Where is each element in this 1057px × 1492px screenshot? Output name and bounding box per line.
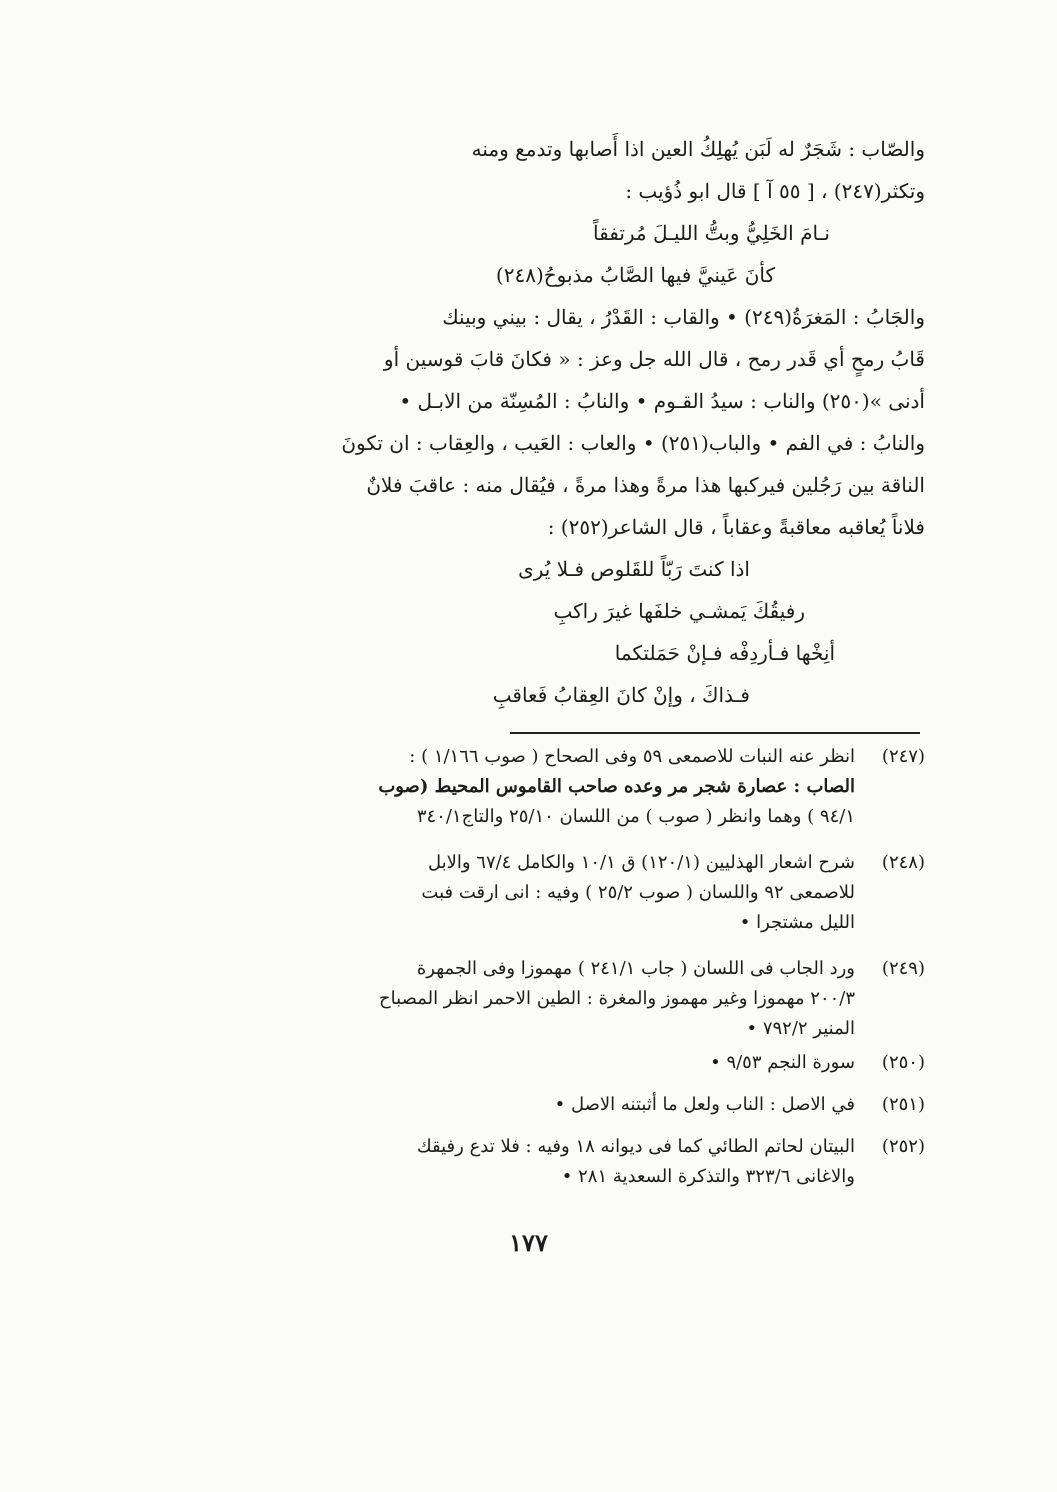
verse-line: نـامَ الخَلِيُّ وبتُّ الليـلَ مُرتفقاً [592, 221, 830, 245]
text-line: الناقة بين رَجُلين فيركبها هذا مرةً وهذا مرةً ، فيُقال منه : عاقبَ فلانٌ [366, 473, 925, 497]
verse-line: رفيقُكَ يَمشـي خلفَها غيرَ راكبِ [553, 599, 805, 623]
footnote-line: البيتان لحاتم الطائي كما فى ديوانه ١٨ وفيه : فلا تدع رفيقك [416, 1136, 855, 1157]
footnote-250 [195, 1048, 925, 1078]
footnote-number: (٢٤٩) [881, 958, 925, 979]
footnote-number: (٢٥٢) [881, 1136, 925, 1157]
text-line: والصّاب : شَجَرٌ له لَبَن يُهلِكُ العين اذا أَصابها وتدمع ومنه [471, 137, 925, 161]
text-line: قَابُ رمحٍ أي قَدر رمح ، قال الله جل وعز : « فكانَ قابَ قوسين أو [383, 347, 925, 371]
footnote-line: سورة النجم ٩/٥٣ • [710, 1052, 855, 1073]
verse-line: فـذاكَ ، وإنْ كانَ العِقابُ فَعاقبِ [492, 683, 750, 707]
main-text [195, 128, 925, 716]
footnote-number: (٢٤٨) [881, 852, 925, 873]
verse-line: اذا كنتَ رَبّاً للقَلوص فـلا يُرى [518, 557, 750, 581]
footnotes [195, 742, 925, 1208]
footnote-number: (٢٤٧) [881, 746, 925, 767]
text-line: فلاناً يُعاقبه معاقبةً وعقاباً ، قال الشاعر(٢٥٢) : [547, 515, 925, 539]
footnote-252 [195, 1132, 925, 1192]
verse-line: كأنَ عَينيَّ فيها الصَّابُ مذبوحُ(٢٤٨) [495, 263, 775, 287]
footnote-line: ورد الجاب فى اللسان ( جاب ٢٤١/١ ) مهموزا وفى الجمهرة [416, 958, 855, 979]
text-line: وتكثر(٢٤٧) ، [ ٥٥ آ ] قال ابو ذُؤيب : [625, 179, 925, 203]
verse-line: أنِخْها فـأردِفْه فـإنْ حَمَلتكما [614, 641, 835, 665]
footnote-line: الليل مشتجرا • [739, 912, 855, 933]
footnote-line: شرح اشعار الهذليين (١٢٠/١) ق ١٠/١ والكامل ٦٧/٤ والابل [427, 852, 855, 873]
footnote-number: (٢٥١) [881, 1094, 925, 1115]
footnote-247 [195, 742, 925, 832]
footnote-249 [195, 954, 925, 1044]
footnote-divider [510, 732, 920, 734]
footnote-number: (٢٥٠) [881, 1052, 925, 1073]
footnote-248 [195, 848, 925, 938]
footnote-line: انظر عنه النبات للاصمعى ٥٩ وفى الصحاح ( صوب ١/١٦٦ ) : [409, 746, 855, 767]
footnote-line: المنير ٧٩٢/٢ • [746, 1018, 855, 1039]
footnote-line: ٩٤/١ ) وهما وانظر ( صوب ) من اللسان ٢٥/١٠ والتاج٣٤٠/١ [416, 806, 855, 827]
text-line: والجَابُ : المَغرَةُ(٢٤٩) • والقاب : القَدْرُ ، يقال : بيني وبينك [442, 305, 925, 329]
page-number: ١٧٧ [509, 1228, 548, 1257]
text-line: أدنى »(٢٥٠) والناب : سيدُ القـوم • والنابُ : المُسِنّة من الابـل • [399, 389, 925, 413]
footnote-line: للاصمعى ٩٢ واللسان ( صوب ٢٥/٢ ) وفيه : انى ارقت فبت [421, 882, 855, 903]
footnote-line: في الاصل : الناب ولعل ما أثبتنه الاصل • [554, 1094, 855, 1115]
text-line: والنابُ : في الفم • والباب(٢٥١) • والعاب : العَيب ، والعِقاب : ان تكونَ [341, 431, 925, 455]
footnote-line: والاغانى ٣٢٣/٦ والتذكرة السعدية ٢٨١ • [561, 1166, 855, 1187]
footnote-251 [195, 1090, 925, 1120]
footnote-line: الصاب : عصارة شجر مر وعده صاحب القاموس المحيط (صوب [378, 776, 855, 797]
footnote-line: ٢٠٠/٣ مهموزا وغير مهموز والمغرة : الطين الاحمر انظر المصباح [379, 988, 855, 1009]
